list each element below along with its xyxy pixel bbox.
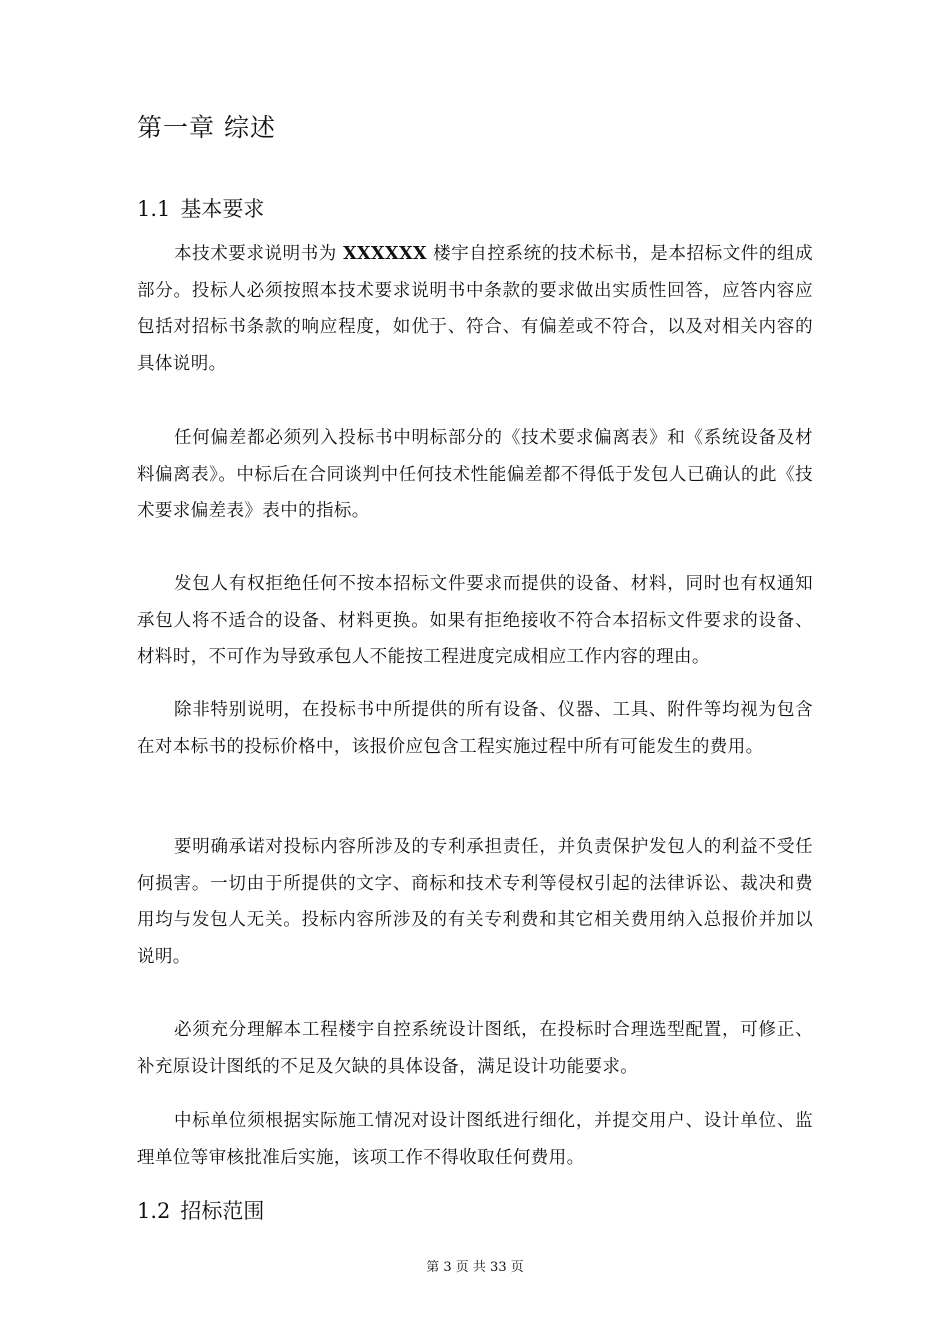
paragraph-6: 必须充分理解本工程楼宇自控系统设计图纸，在投标时合理选型配置，可修正、补充原设计图纸的不足及欠缺的具体设备，满足设计功能要求。 [137, 1020, 813, 1077]
project-name-placeholder: XXXXXX [343, 244, 427, 264]
paragraph-3: 发包人有权拒绝任何不按本招标文件要求而提供的设备、材料，同时也有权通知承包人将不适合的设备、材料更换。如果有拒绝接收不符合本招标文件要求的设备、材料时，不可作为导致承包人不能按工程进度完成相应工作内容的理由。 [137, 574, 813, 667]
section-heading-1-2 [137, 1195, 264, 1225]
section-title: 基本要求 [180, 197, 265, 221]
section-title: 招标范围 [180, 1199, 265, 1223]
paragraph-1-pre: 本技术要求说明书为 [174, 244, 344, 264]
section-heading-1-1 [137, 193, 264, 223]
section-number: 1.1 [137, 197, 171, 221]
chapter-title: 第一章 综述 [137, 113, 276, 142]
paragraph-5: 要明确承诺对投标内容所涉及的专利承担责任，并负责保护发包人的利益不受任何损害。一切由于所提供的文字、商标和技术专利等侵权引起的法律诉讼、裁决和费用均与发包人无关。投标内容所涉及的有关专利费和其它相关费用纳入总报价并加以说明。 [137, 837, 813, 967]
paragraph-1-post: 楼宇自控系统的技术标书，是本招标文件的组成部分。投标人必须按照本技术要求说明书中条款的要求做出实质性回答，应答内容应包括对招标书条款的响应程度，如优于、符合、有偏差或不符合，以及对相关内容的具体说明。 [137, 244, 813, 374]
paragraph-1 [137, 236, 813, 382]
paragraph-2: 任何偏差都必须列入投标书中明标部分的《技术要求偏离表》和《系统设备及材料偏离表》。中标后在合同谈判中任何技术性能偏差都不得低于发包人已确认的此《技术要求偏差表》表中的指标。 [137, 428, 813, 521]
section-number: 1.2 [137, 1199, 171, 1223]
page-footer: 第 3 页 共 33 页 [426, 1260, 524, 1275]
paragraph-4: 除非特别说明，在投标书中所提供的所有设备、仪器、工具、附件等均视为包含在对本标书的投标价格中，该报价应包含工程实施过程中所有可能发生的费用。 [137, 700, 813, 757]
paragraph-7: 中标单位须根据实际施工情况对设计图纸进行细化，并提交用户、设计单位、监理单位等审核批准后实施，该项工作不得收取任何费用。 [137, 1111, 813, 1168]
